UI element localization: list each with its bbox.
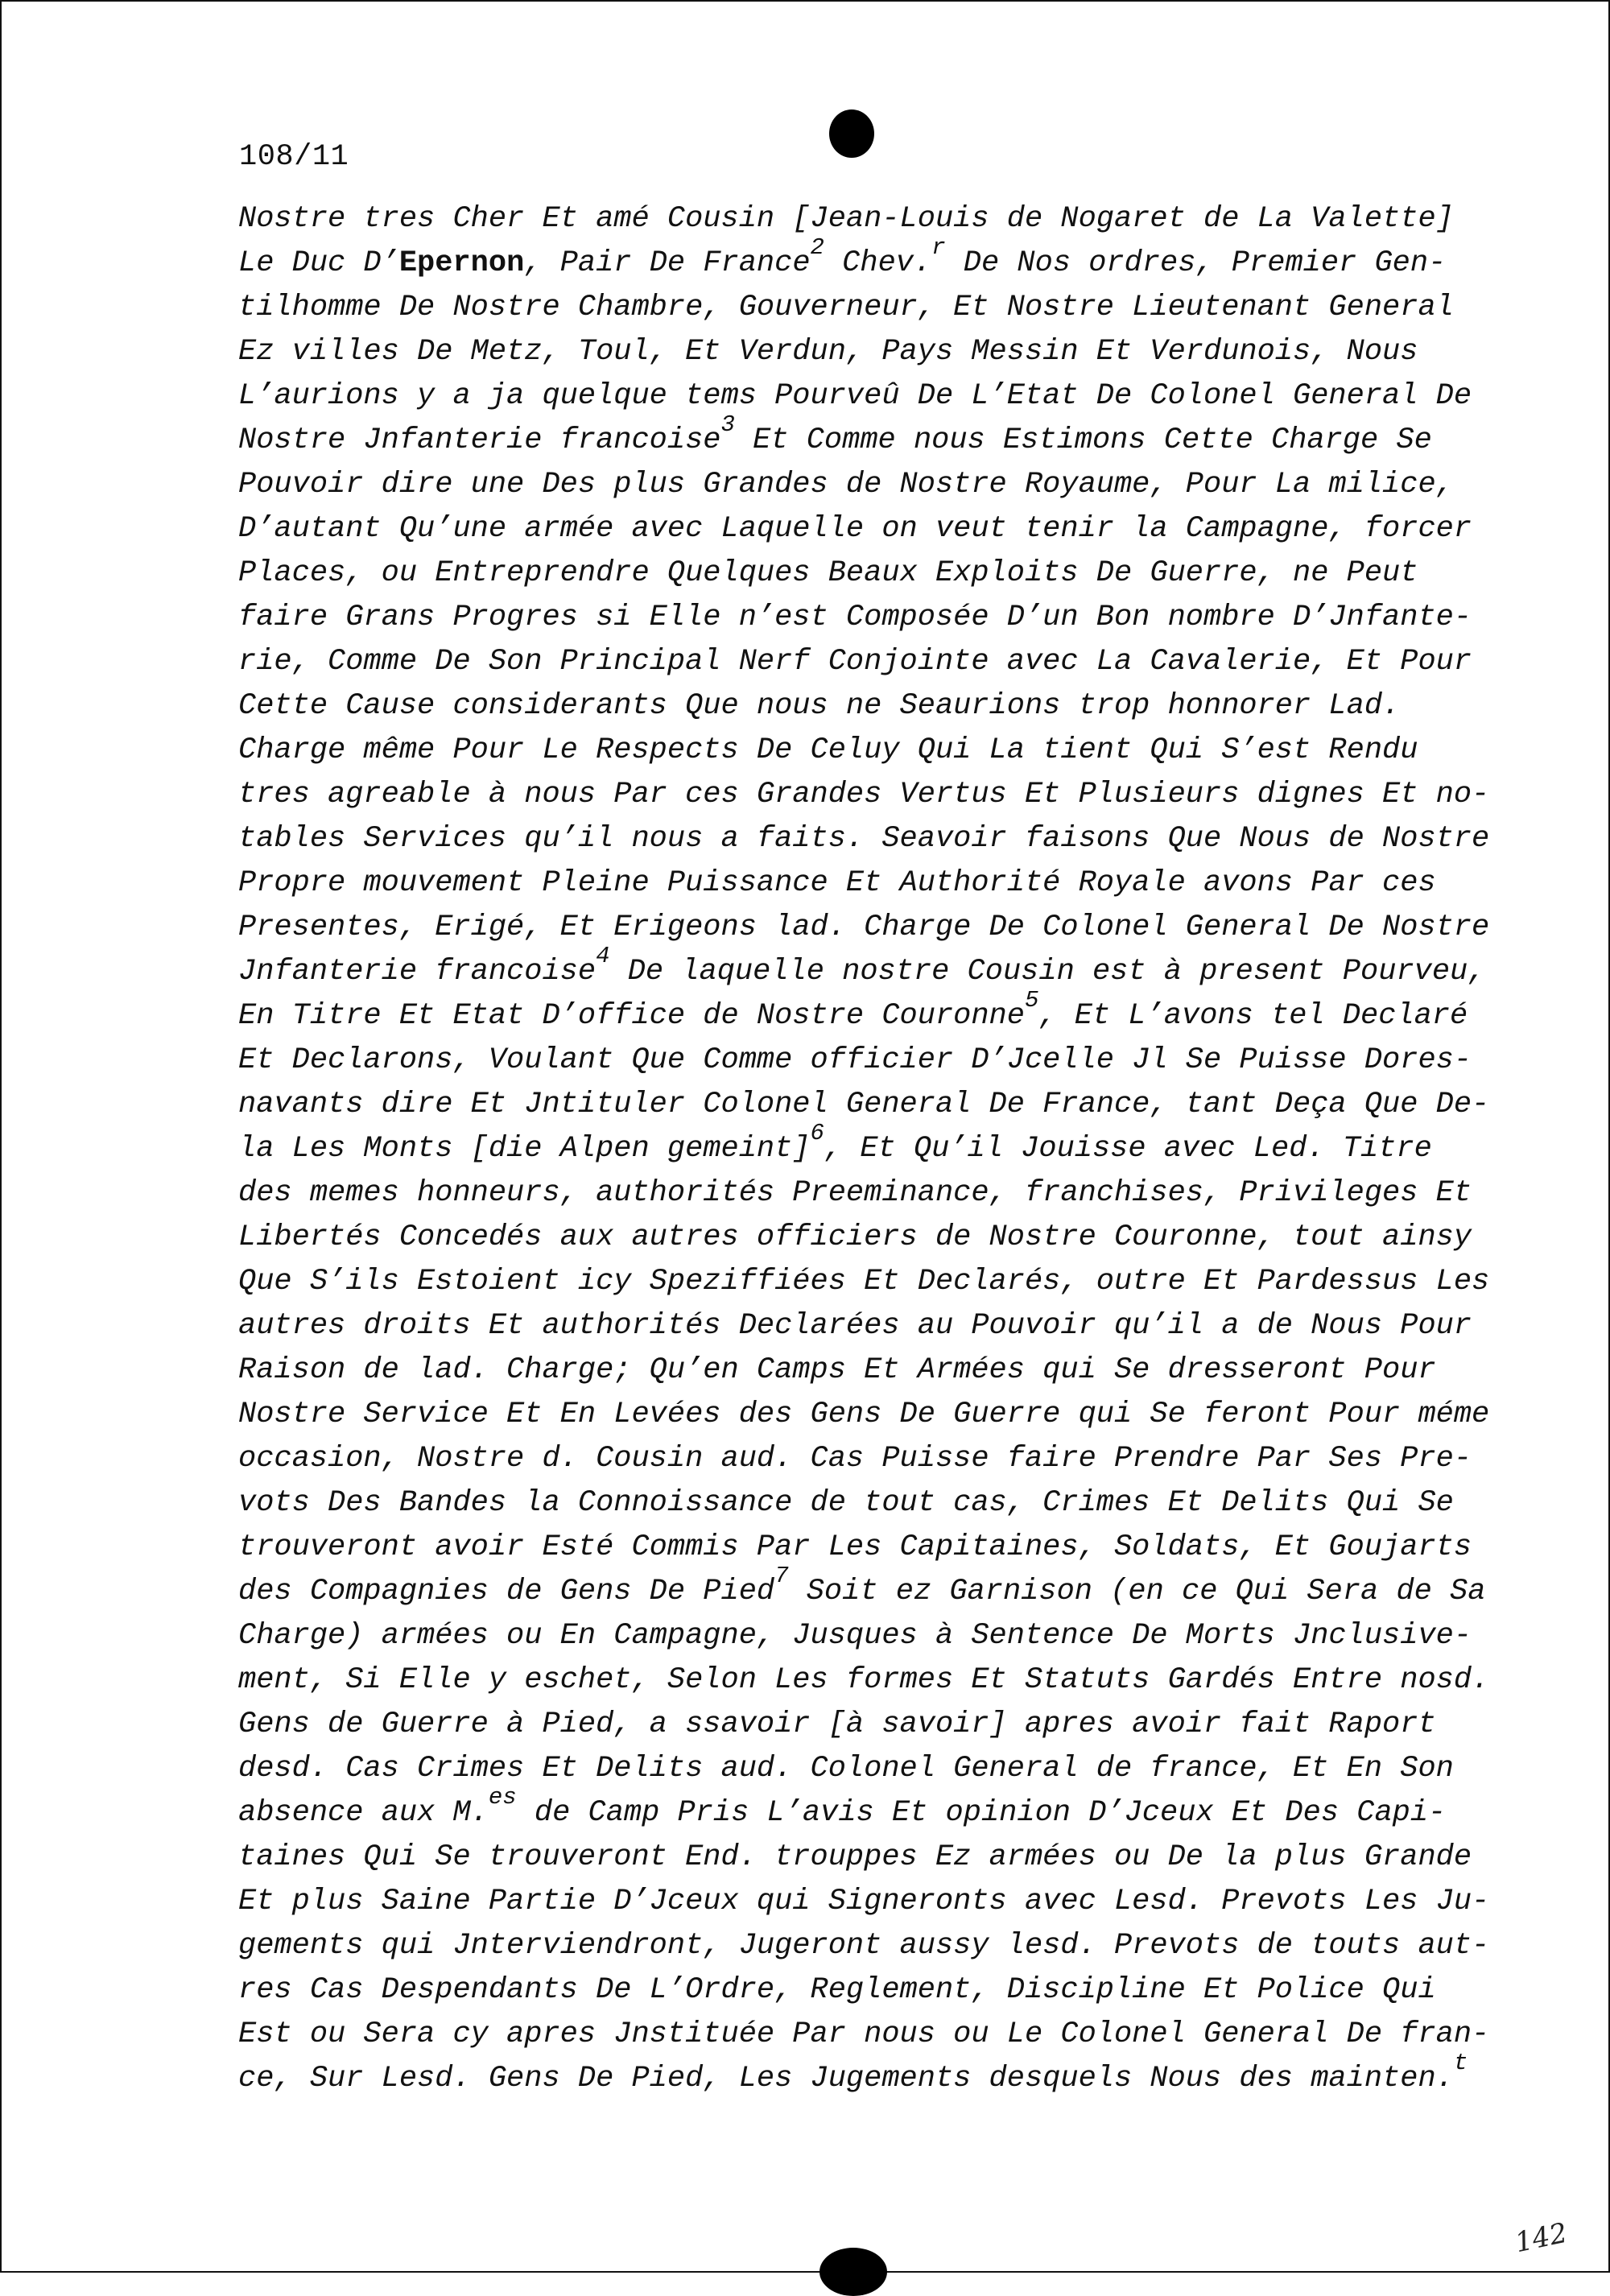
text-line — [238, 942, 1486, 994]
text-line — [238, 2013, 1490, 2057]
text-segment: L’aurions y a ja quelque tems Pourveû De L’Etat De Colonel General De — [238, 379, 1472, 413]
text-segment: gements qui Jnterviendront, Jugeront aussy lesd. Prevots de touts aut- — [238, 1929, 1490, 1963]
text-line — [238, 463, 1478, 507]
text-segment: ment, Si Elle y eschet, Selon Les formes Et Statuts Gardés Entre nosd. — [238, 1663, 1490, 1697]
text-line — [238, 1703, 1478, 1747]
text-segment: Charge même Pour Le Respects De Celuy Qui La tient Qui S’est Rendu — [238, 733, 1418, 767]
text-line — [238, 1260, 1490, 1304]
text-segment: D’autant Qu’une armée avec Laquelle on veut tenir la Campagne, forcer — [238, 512, 1472, 546]
text-segment: Que S’ils Estoient icy Speziffiées Et Declarés, outre Et Pardessus Les — [238, 1265, 1490, 1299]
text-segment: Nostre Jnfanterie francoise — [238, 423, 721, 457]
footnote-marker: t — [1453, 2049, 1468, 2076]
text-line — [238, 596, 1478, 640]
text-line — [238, 1747, 1478, 1791]
text-segment: Ez villes De Metz, Toul, Et Verdun, Pays Messin Et Verdunois, Nous — [238, 335, 1418, 369]
text-segment: des memes honneurs, authorités Preeminance, franchises, Privileges Et — [238, 1176, 1472, 1210]
footnote-marker: 7 — [774, 1562, 789, 1589]
text-line — [238, 684, 1478, 729]
text-segment: Soit ez Garnison (en ce Qui Sera de Sa — [788, 1575, 1486, 1608]
text-line — [238, 1658, 1490, 1703]
text-segment: , Pair De France — [524, 246, 811, 280]
footnote-marker: 2 — [810, 233, 824, 261]
text-segment: ce, Sur Lesd. Gens De Pied, Les Jugements desquels Nous des mainten. — [238, 2062, 1454, 2096]
text-line — [238, 330, 1478, 374]
text-line — [238, 640, 1478, 684]
text-line — [238, 1216, 1478, 1260]
text-line — [238, 197, 1478, 242]
text-line — [238, 1783, 1478, 1836]
text-segment: De Nos ordres, Premier Gen- — [945, 246, 1447, 280]
text-segment: res Cas Despendants De L’Ordre, Reglement, Discipline Et Police Qui — [238, 1973, 1436, 2007]
text-segment: , Et L’avons tel Declaré — [1038, 999, 1468, 1033]
text-line — [238, 1481, 1478, 1526]
text-line — [238, 551, 1478, 596]
punch-hole-top — [829, 109, 874, 158]
text-segment: Libertés Concedés aux autres officiers de Nostre Couronne, tout ainsy — [238, 1220, 1472, 1254]
text-line — [238, 1880, 1490, 1924]
text-segment: des Compagnies de Gens De Pied — [238, 1575, 775, 1608]
text-line — [238, 233, 1478, 286]
text-segment: tilhomme De Nostre Chambre, Gouverneur, Et Nostre Lieutenant General — [238, 291, 1454, 324]
text-line — [238, 1562, 1486, 1614]
text-segment: Epernon — [398, 246, 525, 280]
text-line — [238, 1437, 1478, 1481]
text-segment: Jnfanterie francoise — [238, 955, 597, 989]
text-line — [238, 411, 1478, 463]
text-segment: faire Grans Progres si Elle n’est Composée D’un Bon nombre D’Jnfante- — [238, 601, 1472, 634]
text-line — [238, 1526, 1478, 1570]
footnote-marker: 5 — [1024, 986, 1039, 1014]
footnote-marker: 6 — [810, 1119, 824, 1146]
text-line — [238, 729, 1478, 773]
text-line — [238, 2049, 1478, 2101]
text-segment: taines Qui Se trouveront End. trouppes Ez armées ou De la plus Grande — [238, 1840, 1472, 1874]
text-line — [238, 1083, 1490, 1127]
text-line — [238, 906, 1490, 950]
text-segment: trouveront avoir Esté Commis Par Les Capitaines, Soldats, Et Goujarts — [238, 1530, 1472, 1564]
text-segment: desd. Cas Crimes Et Delits aud. Colonel General de france, Et En Son — [238, 1752, 1454, 1786]
text-segment: Et Comme nous Estimons Cette Charge Se — [734, 423, 1432, 457]
text-segment: tables Services qu’il nous a faits. Seavoir faisons Que Nous de Nostre — [238, 822, 1490, 856]
text-segment: occasion, Nostre d. Cousin aud. Cas Puisse faire Prendre Par Ses Pre- — [238, 1442, 1472, 1476]
text-segment: absence aux M. — [238, 1796, 489, 1830]
footnote-marker: r — [931, 233, 946, 261]
text-segment: Nostre tres Cher Et amé Cousin [Jean-Louis de Nogaret de La Valette] — [238, 202, 1454, 236]
text-segment: tres agreable à nous Par ces Grandes Vertus Et Plusieurs dignes Et no- — [238, 778, 1490, 811]
text-line — [238, 374, 1478, 419]
text-segment: Et Declarons, Voulant Que Comme officier D’Jcelle Jl Se Puisse Dores- — [238, 1043, 1472, 1077]
footnote-marker: 3 — [720, 411, 735, 438]
text-line — [238, 1614, 1478, 1658]
text-segment: Pouvoir dire une Des plus Grandes de Nostre Royaume, Pour La milice, — [238, 468, 1454, 502]
text-segment: , Et Qu’il Jouisse avec Led. Titre — [824, 1132, 1432, 1166]
text-segment: Raison de lad. Charge; Qu’en Camps Et Armées qui Se dresseront Pour — [238, 1353, 1436, 1387]
text-segment: Gens de Guerre à Pied, a ssavoir [à savoir] apres avoir fait Raport — [238, 1708, 1436, 1741]
text-segment: de Camp Pris L’avis Et opinion D’Jceux Et Des Capi- — [516, 1796, 1447, 1830]
page-id: 108/11 — [239, 140, 349, 174]
text-line — [238, 1924, 1490, 1968]
text-segment: Est ou Sera cy apres Jnstituée Par nous ou Le Colonel General De fran- — [238, 2017, 1490, 2051]
text-line — [238, 1039, 1478, 1083]
text-line — [238, 1348, 1478, 1393]
punch-hole-bottom — [819, 2248, 887, 2296]
text-line — [238, 1968, 1478, 2013]
text-line — [238, 817, 1490, 861]
text-line — [238, 1171, 1478, 1216]
text-line — [238, 986, 1478, 1039]
text-line — [238, 1119, 1478, 1171]
document-body — [238, 197, 1490, 2101]
text-segment: vots Des Bandes la Connoissance de tout cas, Crimes Et Delits Qui Se — [238, 1486, 1454, 1520]
folio-number: 142 — [1512, 2216, 1571, 2260]
text-segment: rie, Comme De Son Principal Nerf Conjointe avec La Cavalerie, Et Pour — [238, 645, 1472, 679]
text-segment: Nostre Service Et En Levées des Gens De Guerre qui Se feront Pour méme — [238, 1398, 1490, 1431]
text-segment: Le Duc D’ — [238, 246, 399, 280]
text-segment: Propre mouvement Pleine Puissance Et Authorité Royale avons Par ces — [238, 866, 1436, 900]
text-line — [238, 1304, 1478, 1348]
text-segment: Charge) armées ou En Campagne, Jusques à Sentence De Morts Jnclusive- — [238, 1619, 1472, 1653]
text-segment: la Les Monts [die Alpen gemeint] — [238, 1132, 811, 1166]
footnote-marker: es — [488, 1783, 517, 1811]
text-segment: Cette Cause considerants Que nous ne Seaurions trop honnorer Lad. — [238, 689, 1401, 723]
text-line — [238, 1393, 1490, 1437]
text-line — [238, 507, 1478, 551]
footnote-marker: 4 — [596, 942, 610, 969]
text-segment: navants dire Et Jntituler Colonel General De France, tant Deça Que De- — [238, 1088, 1490, 1121]
text-segment: Chev. — [824, 246, 932, 280]
text-segment: autres droits Et authorités Declarées au Pouvoir qu’il a de Nous Pour — [238, 1309, 1472, 1343]
text-segment: De laquelle nostre Cousin est à present Pourveu, — [609, 955, 1486, 989]
text-segment: Et plus Saine Partie D’Jceux qui Signeronts avec Lesd. Prevots Les Ju- — [238, 1885, 1490, 1918]
text-segment: Places, ou Entreprendre Quelques Beaux Exploits De Guerre, ne Peut — [238, 556, 1418, 590]
text-segment: En Titre Et Etat D’office de Nostre Couronne — [238, 999, 1025, 1033]
text-segment: Presentes, Erigé, Et Erigeons lad. Charge De Colonel General De Nostre — [238, 911, 1490, 944]
text-line — [238, 1836, 1478, 1880]
text-line — [238, 861, 1478, 906]
text-line — [238, 773, 1490, 817]
text-line — [238, 286, 1478, 330]
